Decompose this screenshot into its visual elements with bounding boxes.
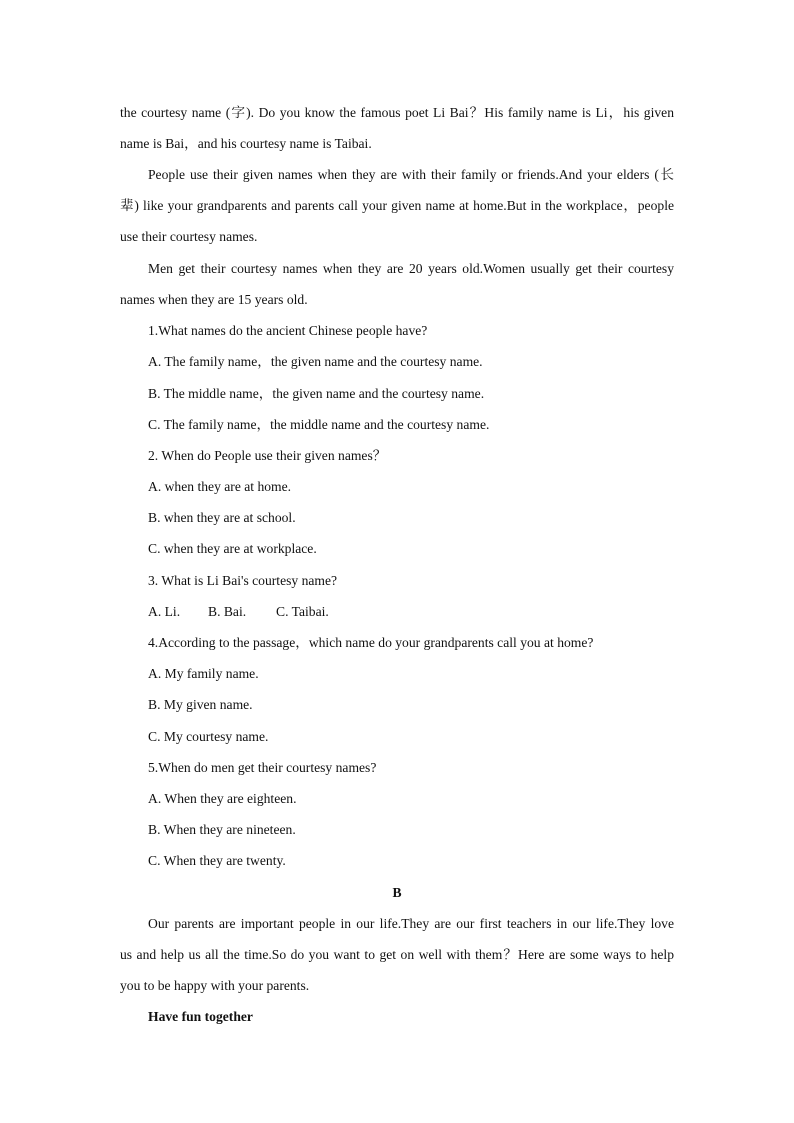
question-5-option-c: C. When they are twenty. bbox=[148, 853, 286, 868]
question-2-option-c: C. when they are at workplace. bbox=[148, 541, 317, 556]
passage-a-p3-line1: Men get their courtesy names when they are 20 years old.Women usually get their courtesy bbox=[148, 261, 674, 276]
question-3: 3. What is Li Bai's courtesy name? bbox=[148, 573, 338, 588]
question-1-option-b: B. The middle name，the given name and the courtesy name. bbox=[148, 386, 485, 401]
section-b-p1-line3: you to be happy with your parents. bbox=[120, 978, 310, 993]
section-b-heading: B bbox=[392, 885, 402, 900]
passage-a-p2-line1: People use their given names when they are with their family or friends.And your elders (长 bbox=[148, 167, 674, 182]
section-b-subheading: Have fun together bbox=[148, 1009, 253, 1024]
question-5-option-b: B. When they are nineteen. bbox=[148, 822, 296, 837]
question-3-option-c: C. Taibai. bbox=[276, 604, 329, 619]
section-b-p1-line2: us and help us all the time.So do you want to get on well with them？Here are some ways to help bbox=[120, 947, 674, 962]
question-2-option-a: A. when they are at home. bbox=[148, 479, 292, 494]
passage-a-p1-line2: name is Bai，and his courtesy name is Taibai. bbox=[120, 136, 372, 151]
question-3-option-b: B. Bai. bbox=[208, 604, 247, 619]
question-1-option-c: C. The family name，the middle name and the courtesy name. bbox=[148, 417, 490, 432]
passage-a-p3-line2: names when they are 15 years old. bbox=[120, 292, 308, 307]
question-4-option-a: A. My family name. bbox=[148, 666, 259, 681]
passage-a-p2-line3: use their courtesy names. bbox=[120, 229, 258, 244]
question-5: 5.When do men get their courtesy names? bbox=[148, 760, 377, 775]
question-3-option-a: A. Li. bbox=[148, 604, 181, 619]
question-1: 1.What names do the ancient Chinese people have? bbox=[148, 323, 428, 338]
question-3-options bbox=[148, 596, 329, 627]
question-2-option-b: B. when they are at school. bbox=[148, 510, 296, 525]
section-b-p1-line1: Our parents are important people in our life.They are our first teachers in our life.They love bbox=[148, 916, 674, 931]
question-4-option-c: C. My courtesy name. bbox=[148, 729, 269, 744]
question-5-option-a: A. When they are eighteen. bbox=[148, 791, 297, 806]
question-4: 4.According to the passage，which name do your grandparents call you at home? bbox=[148, 635, 594, 650]
question-4-option-b: B. My given name. bbox=[148, 697, 253, 712]
passage-a-p1-line1: the courtesy name (字). Do you know the famous poet Li Bai？His family name is Li，his given bbox=[120, 105, 674, 120]
question-1-option-a: A. The family name，the given name and the courtesy name. bbox=[148, 354, 483, 369]
passage-a-p2-line2: 辈) like your grandparents and parents call your given name at home.But in the workplace，people bbox=[120, 198, 674, 213]
question-2: 2. When do People use their given names？ bbox=[148, 448, 387, 463]
